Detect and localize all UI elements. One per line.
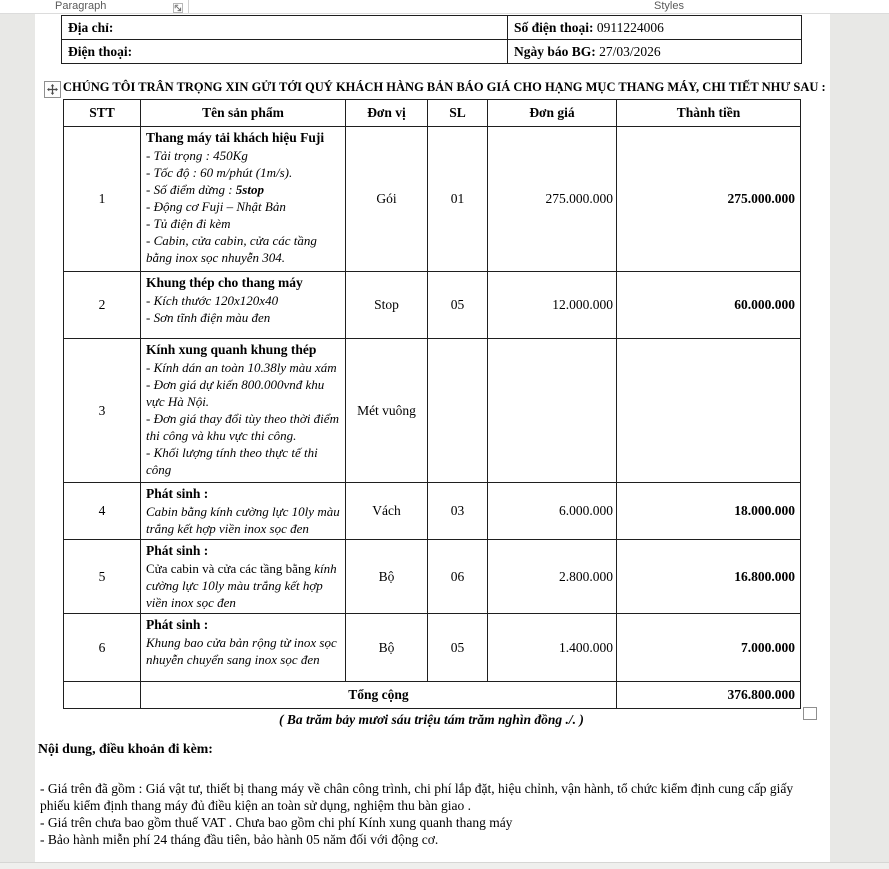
product-title: Phát sinh : — [146, 486, 209, 501]
quote-table[interactable] — [63, 99, 801, 709]
product-title: Kính xung quanh khung thép — [146, 342, 317, 357]
amount-cell: 18.000.000 — [617, 483, 801, 540]
unit-price-cell — [488, 339, 617, 483]
unit-cell: Mét vuông — [346, 339, 428, 483]
table-row — [64, 339, 801, 483]
info-right-value: 0911224006 — [596, 19, 664, 35]
product-cell — [141, 483, 346, 540]
page-margin-left — [0, 14, 35, 862]
qty-cell — [428, 339, 488, 483]
info-right-value: 27/03/2026 — [599, 43, 661, 59]
unit-cell: Stop — [346, 272, 428, 339]
page-margin-right — [830, 14, 889, 862]
amount-cell: 60.000.000 — [617, 272, 801, 339]
info-row — [62, 16, 802, 40]
amount-cell: 7.000.000 — [617, 614, 801, 682]
product-detail-line: - Tải trọng : 450Kg — [146, 148, 248, 163]
amount-cell — [617, 339, 801, 483]
qty-cell: 03 — [428, 483, 488, 540]
ribbon-bottom-strip — [0, 0, 889, 14]
unit-price-cell: 2.800.000 — [488, 540, 617, 614]
table-row — [64, 127, 801, 272]
quote-table-header-row — [64, 100, 801, 127]
product-detail-line: - Cabin, cửa cabin, cửa các tầng bằng inox sọc nhuyễn 304. — [146, 233, 317, 265]
table-move-handle-icon[interactable] — [44, 81, 61, 98]
ribbon-group-separator — [188, 0, 189, 13]
product-detail-line: Khung bao cửa bản rộng từ inox sọc nhuyễn chuyển sang inox sọc đen — [146, 635, 337, 667]
stt-cell: 2 — [64, 272, 141, 339]
info-left-cell — [62, 16, 508, 40]
intro-line: CHÚNG TÔI TRÂN TRỌNG XIN GỬI TỚI QUÝ KHÁCH HÀNG BẢN BÁO GIÁ CHO HẠNG MỤC THANG MÁY, CHI TIẾT NHƯ SAU : — [63, 80, 826, 94]
product-detail-line: Cabin bằng kính cường lực 10ly màu trắng kết hợp viền inox sọc đen — [146, 504, 340, 536]
table-row — [64, 614, 801, 682]
document-bottom-edge — [0, 862, 889, 869]
info-right-cell — [508, 16, 802, 40]
stt-cell: 5 — [64, 540, 141, 614]
product-detail-line: - Số điểm dừng : 5stop — [146, 182, 264, 197]
amount-in-words: ( Ba trăm bảy mươi sáu triệu tám trăm nghìn đồng ./. ) — [279, 712, 584, 727]
paragraph-group-label: Paragraph — [55, 0, 107, 12]
unit-price-cell: 12.000.000 — [488, 272, 617, 339]
total-label-cell: Tổng cộng — [141, 682, 617, 709]
info-row — [62, 40, 802, 64]
total-row-empty-cell — [64, 682, 141, 709]
term-item: - Giá trên chưa bao gồm thuế VAT . Chưa bao gồm chi phí Kính xung quanh thang máy — [40, 815, 513, 830]
total-amount-cell: 376.800.000 — [617, 682, 801, 709]
column-header: SL — [428, 100, 488, 127]
column-header: Đơn giá — [488, 100, 617, 127]
product-detail-line: - Tốc độ : 60 m/phút (1m/s). — [146, 165, 293, 180]
product-detail-line: Cửa cabin và cửa các tầng bằng kính cường lực 10ly màu trắng kết hợp viền inox sọc đen — [146, 561, 337, 610]
product-cell — [141, 339, 346, 483]
terms-list — [40, 780, 806, 848]
qty-cell: 06 — [428, 540, 488, 614]
product-detail-line: - Khối lượng tính theo thực tế thi công — [146, 445, 318, 477]
product-cell — [141, 614, 346, 682]
product-detail-line: - Kích thước 120x120x40 — [146, 293, 279, 308]
info-left-label: Địa chỉ: — [68, 19, 114, 35]
info-right-cell — [508, 40, 802, 64]
column-header: Thành tiền — [617, 100, 801, 127]
unit-cell: Vách — [346, 483, 428, 540]
dialog-launcher-icon[interactable] — [172, 1, 184, 13]
product-detail-line: - Sơn tĩnh điện màu đen — [146, 310, 271, 325]
table-row — [64, 483, 801, 540]
styles-group-label: Styles — [654, 0, 684, 12]
unit-cell: Gói — [346, 127, 428, 272]
terms-heading: Nội dung, điều khoản đi kèm: — [38, 741, 213, 756]
product-title: Phát sinh : — [146, 617, 209, 632]
stt-cell: 1 — [64, 127, 141, 272]
qty-cell: 01 — [428, 127, 488, 272]
qty-cell: 05 — [428, 614, 488, 682]
product-detail-line: - Kính dán an toàn 10.38ly màu xám — [146, 360, 337, 375]
total-row — [64, 682, 801, 709]
product-title: Thang máy tải khách hiệu Fuji — [146, 130, 325, 145]
unit-cell: Bộ — [346, 540, 428, 614]
table-row — [64, 540, 801, 614]
term-item: - Giá trên đã gồm : Giá vật tư, thiết bị thang máy về chân công trình, chi phí lắp đặt, hiệu chỉnh, vận hành, tổ chức kiểm định cung cấp giấy phiếu kiểm định thang máy đủ điều kiện an toàn sử dụng, nghiệm thu bàn giao . — [40, 781, 794, 813]
info-right-label: Số điện thoại: — [514, 19, 597, 35]
product-cell — [141, 540, 346, 614]
column-header: Đơn vị — [346, 100, 428, 127]
info-left-label: Điện thoại: — [68, 43, 133, 59]
column-header: Tên sản phẩm — [141, 100, 346, 127]
product-detail-line: - Tủ điện đi kèm — [146, 216, 231, 231]
unit-price-cell: 275.000.000 — [488, 127, 617, 272]
product-detail-line: - Động cơ Fuji – Nhật Bản — [146, 199, 286, 214]
stt-cell: 4 — [64, 483, 141, 540]
product-cell — [141, 127, 346, 272]
info-left-cell — [62, 40, 508, 64]
product-title: Phát sinh : — [146, 543, 209, 558]
amount-cell: 275.000.000 — [617, 127, 801, 272]
contact-info-table[interactable] — [61, 15, 802, 64]
amount-cell: 16.800.000 — [617, 540, 801, 614]
product-detail-line: - Đơn giá dự kiến 800.000vnđ khu vực Hà Nội. — [146, 377, 325, 409]
column-header: STT — [64, 100, 141, 127]
product-cell — [141, 272, 346, 339]
product-detail-line: - Đơn giá thay đổi tùy theo thời điểm thi công và khu vực thi công. — [146, 411, 339, 443]
table-row — [64, 272, 801, 339]
qty-cell: 05 — [428, 272, 488, 339]
product-title: Khung thép cho thang máy — [146, 275, 303, 290]
unit-cell: Bộ — [346, 614, 428, 682]
stt-cell: 6 — [64, 614, 141, 682]
info-right-label: Ngày báo BG: — [514, 43, 600, 59]
table-resize-handle[interactable] — [803, 707, 817, 720]
unit-price-cell: 6.000.000 — [488, 483, 617, 540]
stt-cell: 3 — [64, 339, 141, 483]
term-item: - Bảo hành miễn phí 24 tháng đầu tiên, bảo hành 05 năm đối với động cơ. — [40, 832, 439, 847]
unit-price-cell: 1.400.000 — [488, 614, 617, 682]
